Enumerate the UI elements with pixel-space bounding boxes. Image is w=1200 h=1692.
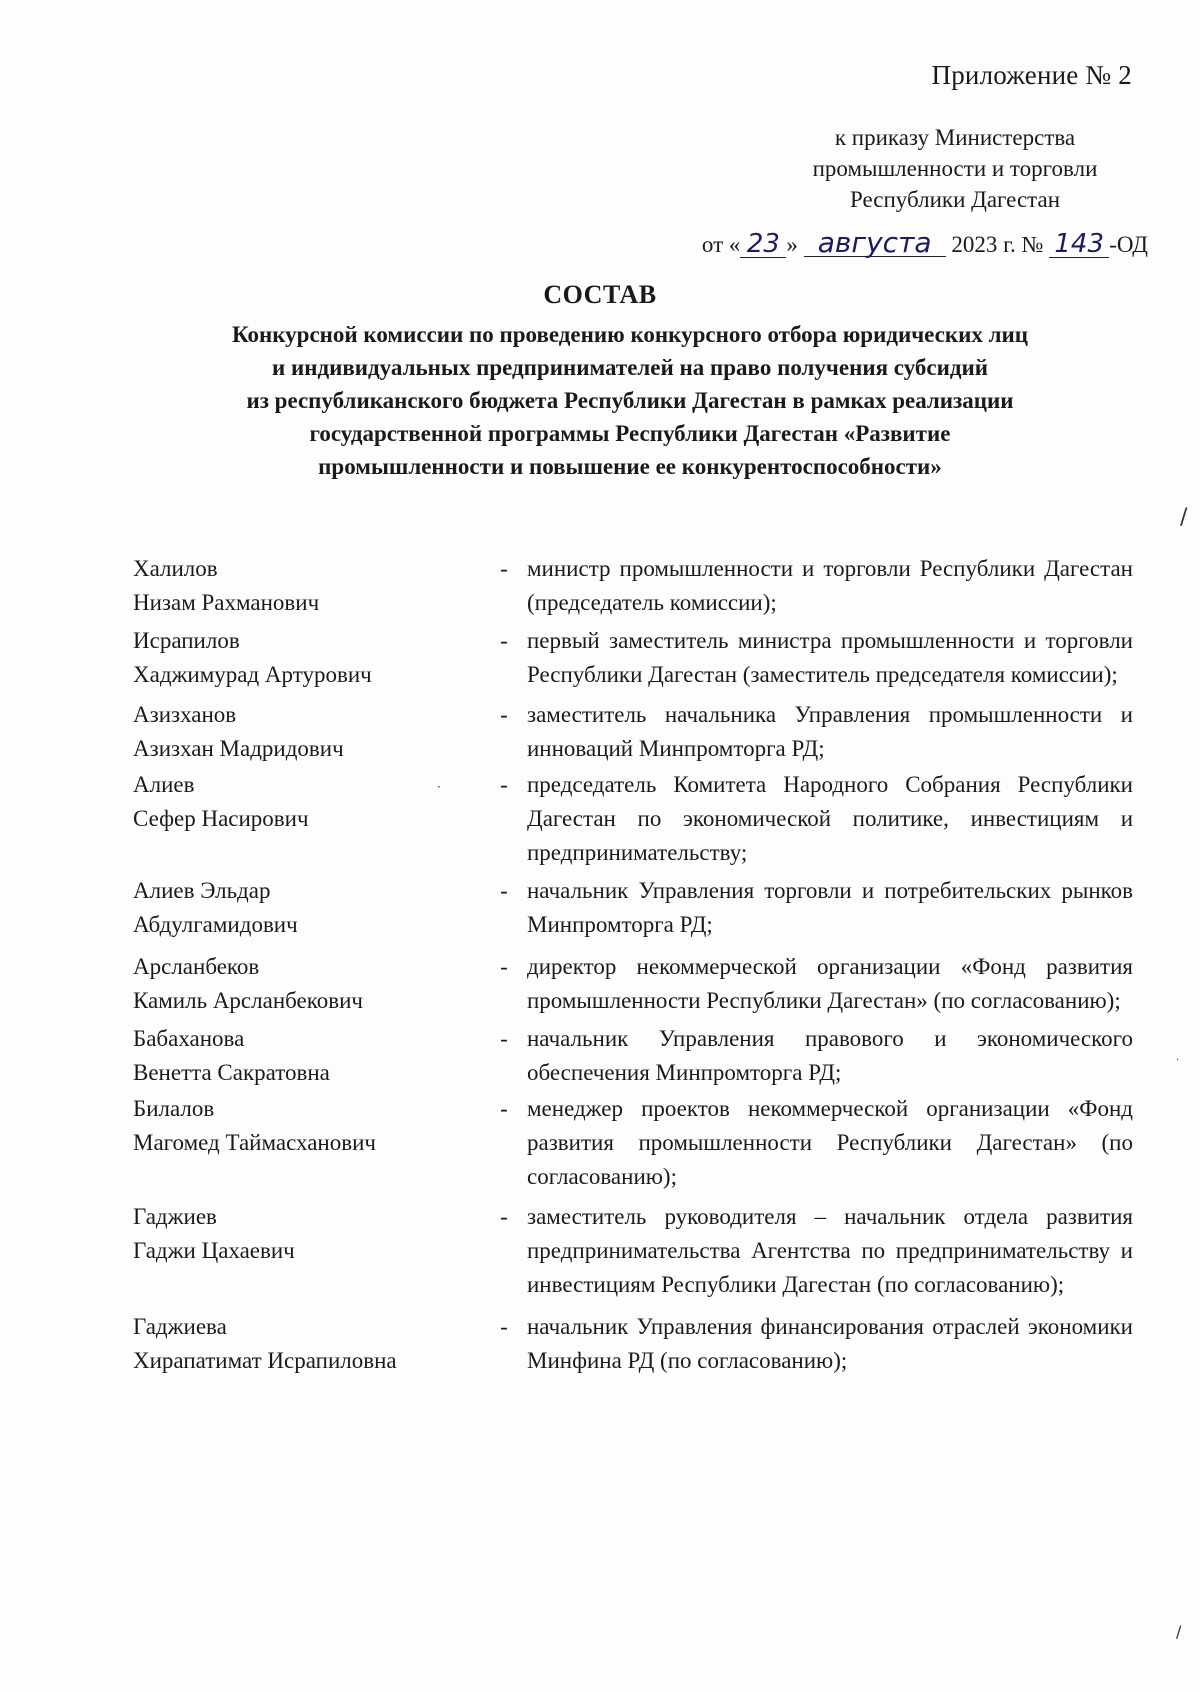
member-given-name: Азизхан Мадридович bbox=[133, 736, 344, 761]
order-reference bbox=[805, 122, 1105, 215]
subheading-line: из республиканского бюджета Республики Дагестан в рамках реализации bbox=[246, 388, 1014, 413]
member-entry bbox=[133, 1200, 1133, 1302]
separator-dash: - bbox=[500, 878, 508, 903]
member-entry bbox=[133, 1022, 1133, 1090]
member-name bbox=[133, 1310, 489, 1378]
member-given-name: Сефер Насирович bbox=[133, 806, 309, 831]
member-given-name: Венетта Сакратовна bbox=[133, 1060, 330, 1085]
subheading-line: Конкурсной комиссии по проведению конкурсного отбора юридических лиц bbox=[231, 322, 1029, 347]
separator-dash: - bbox=[500, 1314, 508, 1339]
separator-dash: - bbox=[500, 1026, 508, 1051]
member-role: менеджер проектов некоммерческой организации «Фонд развития промышленности Республики Дагестан» (по согласованию); bbox=[527, 1096, 1133, 1189]
separator-dash: - bbox=[500, 772, 508, 797]
separator-dash: - bbox=[500, 1096, 508, 1121]
member-entry bbox=[133, 552, 1133, 620]
member-given-name: Магомед Таймасханович bbox=[133, 1130, 376, 1155]
separator-dash: - bbox=[500, 628, 508, 653]
member-given-name: Хирапатимат Исрапиловна bbox=[133, 1348, 397, 1373]
member-surname: Гаджиев bbox=[133, 1204, 217, 1229]
separator-dash: - bbox=[500, 1204, 508, 1229]
member-surname: Халилов bbox=[133, 556, 218, 581]
member-name bbox=[133, 698, 489, 766]
member-given-name: Камиль Арсланбекович bbox=[133, 988, 363, 1013]
member-surname: Билалов bbox=[133, 1096, 215, 1121]
order-day: 23 bbox=[740, 231, 786, 258]
member-role: заместитель руководителя – начальник отдела развития предпринимательства Агентства по предпринимательству и инвестициям Республики Дагестан (по согласованию); bbox=[527, 1204, 1133, 1297]
separator-dash: - bbox=[500, 954, 508, 979]
member-entry bbox=[133, 1310, 1133, 1378]
order-year: 2023 г. № bbox=[951, 232, 1044, 257]
member-surname: Арсланбеков bbox=[133, 954, 260, 979]
member-given-name: Низам Рахманович bbox=[133, 590, 320, 615]
member-given-name: Абдулгамидович bbox=[133, 912, 298, 937]
member-surname: Исрапилов bbox=[133, 628, 240, 653]
member-entry bbox=[133, 768, 1133, 870]
member-name bbox=[133, 624, 489, 692]
scan-speck: / bbox=[1180, 505, 1188, 530]
appendix-title: Приложение № 2 bbox=[931, 60, 1132, 90]
order-ref-line: Республики Дагестан bbox=[850, 187, 1060, 212]
member-entry bbox=[133, 1092, 1133, 1194]
member-role: начальник Управления правового и экономического обеспечения Минпромторга РД; bbox=[527, 1026, 1133, 1085]
member-surname: Гаджиева bbox=[133, 1314, 227, 1339]
member-surname: Алиев Эльдар bbox=[133, 878, 271, 903]
order-month: августа bbox=[804, 230, 946, 257]
member-role: директор некоммерческой организации «Фонд развития промышленности Республики Дагестан» (по согласованию); bbox=[527, 954, 1133, 1013]
order-number: 143 bbox=[1049, 231, 1109, 258]
document-subheading bbox=[150, 318, 1110, 483]
member-name bbox=[133, 874, 489, 942]
member-role: министр промышленности и торговли Республики Дагестан (председатель комиссии); bbox=[527, 556, 1133, 615]
member-name bbox=[133, 552, 489, 620]
scan-speck: · bbox=[1176, 1055, 1180, 1066]
order-date-number bbox=[701, 226, 1148, 259]
member-surname: Бабаханова bbox=[133, 1026, 245, 1051]
separator-dash: - bbox=[500, 702, 508, 727]
subheading-line: промышленности и повышение ее конкурентоспособности» bbox=[318, 454, 942, 479]
member-role: заместитель начальника Управления промышленности и инноваций Минпромторга РД; bbox=[527, 702, 1133, 761]
member-entry bbox=[133, 950, 1133, 1018]
order-prefix: от « bbox=[701, 232, 741, 257]
member-name bbox=[133, 1022, 489, 1090]
order-ref-line: к приказу Министерства bbox=[834, 125, 1076, 150]
member-entry bbox=[133, 698, 1133, 766]
member-role: начальник Управления торговли и потребительских рынков Минпромторга РД; bbox=[527, 878, 1133, 937]
order-ref-line: промышленности и торговли bbox=[812, 156, 1098, 181]
member-name bbox=[133, 768, 489, 870]
member-role: первый заместитель министра промышленности и торговли Республики Дагестан (заместитель председателя комиссии); bbox=[527, 628, 1133, 687]
scan-speck: · bbox=[437, 780, 441, 794]
member-surname: Азизханов bbox=[133, 702, 237, 727]
member-entry bbox=[133, 874, 1133, 942]
member-role: председатель Комитета Народного Собрания Республики Дагестан по экономической политике, инвестициям и предпринимательству; bbox=[527, 772, 1133, 865]
members-list bbox=[133, 552, 1133, 1378]
scan-speck: / bbox=[1176, 1622, 1182, 1641]
member-name bbox=[133, 950, 489, 1018]
separator-dash: - bbox=[500, 556, 508, 581]
subheading-line: государственной программы Республики Дагестан «Развитие bbox=[309, 421, 951, 446]
order-mid: » bbox=[786, 232, 798, 257]
subheading-line: и индивидуальных предпринимателей на право получения субсидий bbox=[271, 355, 989, 380]
member-name bbox=[133, 1200, 489, 1302]
member-entry bbox=[133, 624, 1133, 692]
member-given-name: Хаджимурад Артурович bbox=[133, 662, 372, 687]
member-role: начальник Управления финансирования отраслей экономики Минфина РД (по согласованию); bbox=[527, 1314, 1133, 1373]
member-surname: Алиев bbox=[133, 772, 195, 797]
member-given-name: Гаджи Цахаевич bbox=[133, 1238, 295, 1263]
document-heading: СОСТАВ bbox=[543, 280, 657, 309]
member-name bbox=[133, 1092, 489, 1194]
order-suffix: -ОД bbox=[1109, 232, 1148, 257]
